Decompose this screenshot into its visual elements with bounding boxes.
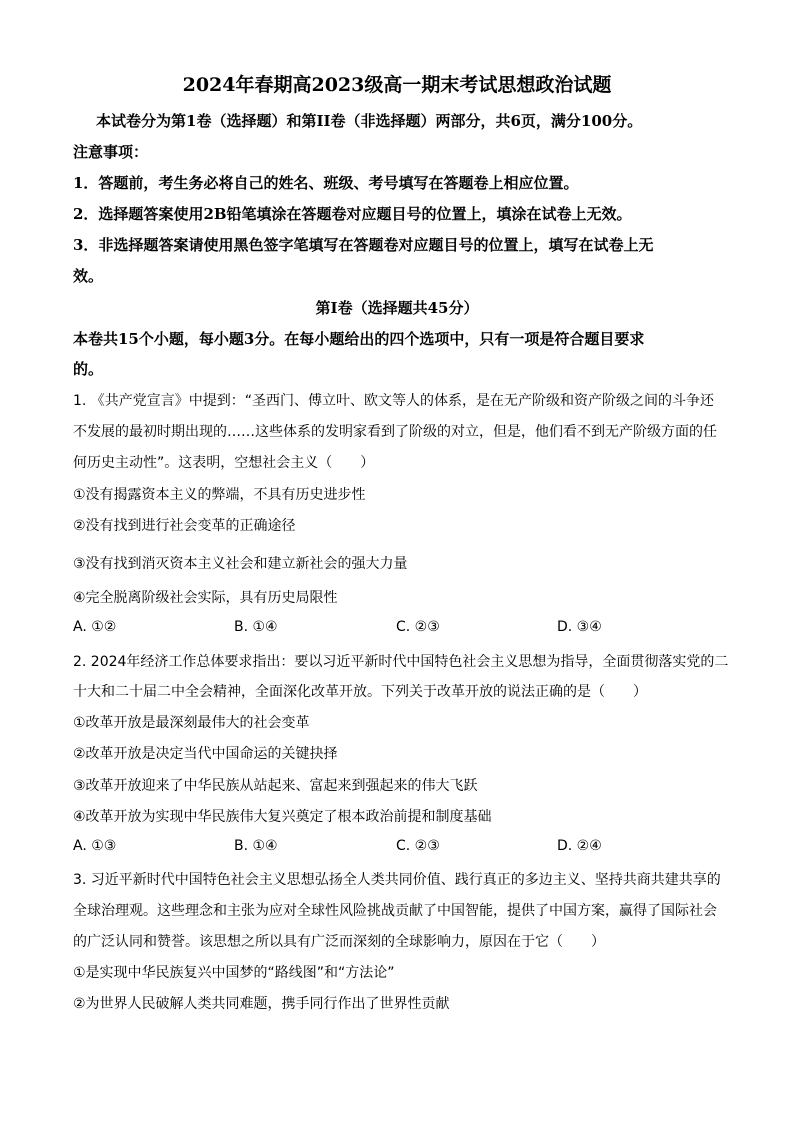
question-1-stem: 1. 《共产党宣言》中提到：“圣西门、傅立叶、欧文等人的体系，是在无产阶级和资产阶级之间的斗争还 [73,393,715,409]
question-2-option-b[interactable]: B. ①④ [234,838,278,854]
question-1-stem: 不发展的最初时期出现的……这些体系的发明家看到了阶级的对立，但是，他们看不到无产阶级方面的任 [73,424,717,440]
exam-intro: 本试卷分为第1卷（选择题）和第II卷（非选择题）两部分，共6页，满分100分。 [96,112,643,130]
question-1-item: ③没有找到消灭资本主义社会和建立新社会的强大力量 [73,556,408,572]
question-2-stem: 2. 2024年经济工作总体要求指出：要以习近平新时代中国特色社会主义思想为指导，全面贯彻落实党的二 [73,654,729,670]
note-item: 效。 [73,267,104,285]
question-3-stem: 的广泛认同和赞誉。该思想之所以具有广泛而深刻的全球影响力，原因在于它（ ） [73,934,605,950]
question-3-item: ①是实现中华民族复兴中国梦的“路线图”和“方法论” [73,965,395,981]
question-2-option-d[interactable]: D. ②④ [557,838,602,854]
section-intro-line: 本卷共15个小题，每小题3分。在每小题给出的四个选项中，只有一项是符合题目要求 [73,330,645,348]
question-1-option-d[interactable]: D. ③④ [557,619,602,635]
question-1-option-b[interactable]: B. ①④ [234,619,278,635]
question-3-stem: 全球治理观。这些理念和主张为应对全球性风险挑战贡献了中国智能，提供了中国方案，赢得了国际社会 [73,903,717,919]
question-2-item: ①改革开放是最深刻最伟大的社会变革 [73,715,310,731]
section-intro-line: 的。 [73,360,104,378]
note-item: 1．答题前，考生务必将自己的姓名、班级、考号填写在答题卷上相应位置。 [73,174,579,192]
question-2-item: ②改革开放是决定当代中国命运的关键抉择 [73,746,338,762]
question-2-item: ③改革开放迎来了中华民族从站起来、富起来到强起来的伟大飞跃 [73,778,478,794]
question-1-option-c[interactable]: C. ②③ [396,619,440,635]
question-2-option-a[interactable]: A. ①③ [73,838,117,854]
question-1-item: ②没有找到进行社会变革的正确途径 [73,518,296,534]
question-1-item: ①没有揭露资本主义的弊端，不具有历史进步性 [73,487,366,503]
section-title: 第I卷（选择题共45分） [315,299,479,317]
question-3-stem: 3. 习近平新时代中国特色社会主义思想弘扬全人类共同价值、践行真正的多边主义、坚持共商共建共享的 [73,872,721,888]
exam-title: 2024年春期高2023级高一期末考试思想政治试题 [182,74,612,96]
question-1-stem: 何历史主动性”。这表明，空想社会主义（ ） [73,455,375,471]
note-item: 3．非选择题答案请使用黑色签字笔填写在答题卷对应题目号的位置上，填写在试卷上无 [73,236,654,254]
question-1-item: ④完全脱离阶级社会实际，具有历史局限性 [73,590,338,606]
question-1-option-a[interactable]: A. ①② [73,619,117,635]
question-2-option-c[interactable]: C. ②③ [396,838,440,854]
question-2-stem: 十大和二十届二中全会精神，全面深化改革开放。下列关于改革开放的说法正确的是（ ） [73,684,647,700]
note-item: 2．选择题答案使用2B铅笔填涂在答题卷对应题目号的位置上，填涂在试卷上无效。 [73,205,632,223]
notes-heading: 注意事项： [73,143,149,161]
question-3-item: ②为世界人民破解人类共同难题，携手同行作出了世界性贡献 [73,996,450,1012]
question-2-item: ④改革开放为实现中华民族伟大复兴奠定了根本政治前提和制度基础 [73,809,492,825]
